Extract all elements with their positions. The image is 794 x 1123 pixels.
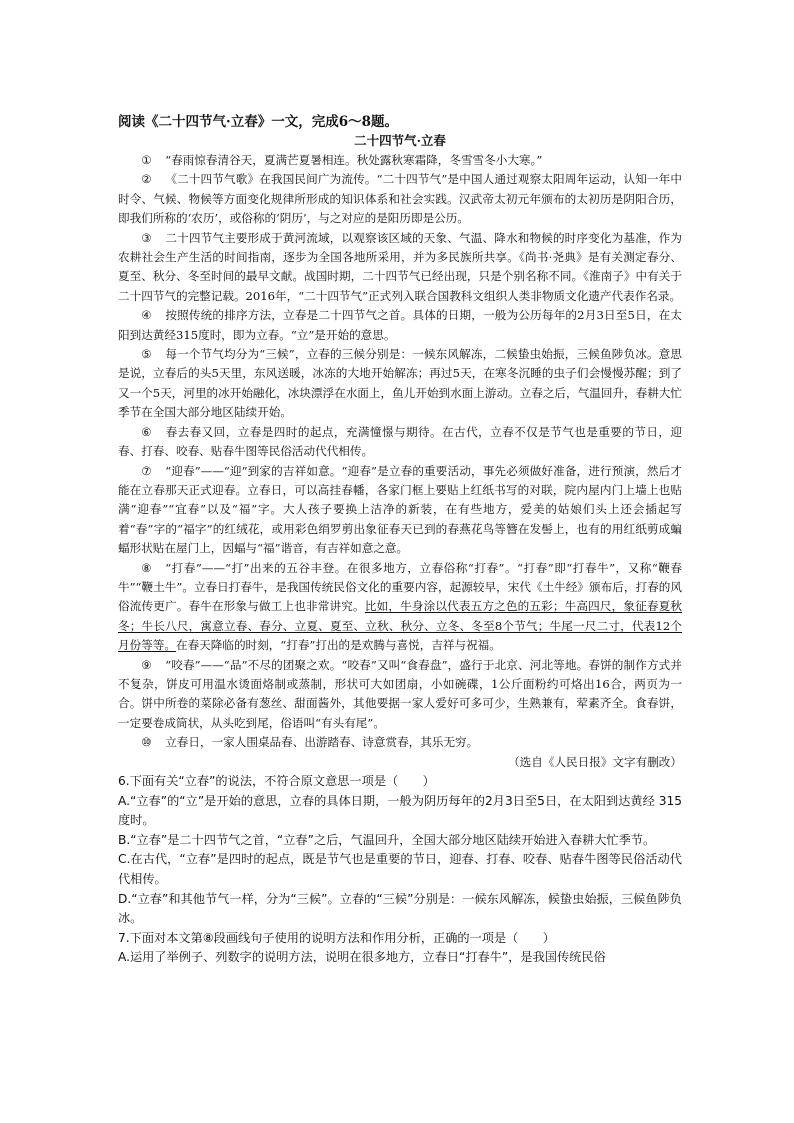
paragraph-3 bbox=[118, 229, 682, 307]
paragraph-number: ⑤ bbox=[141, 347, 152, 362]
option-a: A.“立春”的“立”是开始的意思，立春的具体日期，一般为阴历每年的2月3日至5日，在太阳到达黄经 315度时。 bbox=[118, 793, 682, 828]
option-b: B.“立春”是二十四节气之首，“立春”之后，气温回升，全国大部分地区陆续开始进入春耕大忙季节。 bbox=[118, 832, 656, 847]
question-6 bbox=[118, 772, 682, 929]
paragraph-text: 每一个节气均分为“三候”，立春的三候分别是：一候东风解冻，二候蛰虫始振，三候鱼陟负冰。意思是说，立春后的头5天里，东风送暖，冰冻的大地开始解冻；再过5天，在寒冬沉睡的虫子们会慢慢苏醒；到了又一个5天，河里的冰开始融化，冰块漂浮在水面上，鱼儿开始到水面上游动。立春之后，气温回升，春耕大忙季节在全国大部分地区陆续开始。 bbox=[118, 347, 682, 420]
question-stem: 6.下面有关“立春”的说法，不符合原文意思一项是（ ） bbox=[118, 774, 435, 788]
paragraph-number: ⑨ bbox=[141, 657, 152, 672]
paragraph-5 bbox=[118, 345, 682, 423]
paragraph-text: “迎春”——“迎”到家的吉祥如意。“迎春”是立春的重要活动，事先必须做好准备，进行预演，然后才能在立春那天正式迎春。立春日，可以高挂春幡，各家门框上要贴上红纸书写的对联，院内屋内门上墙上也贴满“迎春”“宜春”以及“福”字。大人孩子要换上洁净的新装，在有些地方，爱美的姑娘们头上还会插起写着“春”字的“福字”的红绒花，或用彩色绢罗剪出象征春天已到的春燕花鸟等簪在发髻上，也有的用红纸剪成蝙蝠形状贴在屋门上，因蝠与“福”谐音，有吉祥如意之意。 bbox=[118, 463, 682, 556]
paragraph-text-end: 在春天降临的时刻，“打春”打出的是欢腾与喜悦，吉祥与祝福。 bbox=[175, 638, 501, 653]
paragraph-number: ② bbox=[141, 172, 152, 187]
paragraph-9 bbox=[118, 656, 682, 734]
paragraph-4 bbox=[118, 306, 682, 345]
paragraph-text: “打春”——“打”出来的五谷丰登。在很多地方，立春俗称“打春”。“打春”即“打春牛”，又称“鞭春牛”“鞭土牛”。立春日打春牛，是我国传统民俗文化的重要内容，起源较早，宋代《土牛经》颁布后，打春的风俗流传更广。春牛在形象与做工上也非常讲究。 bbox=[118, 560, 682, 614]
paragraph-7 bbox=[118, 462, 682, 559]
paragraph-1 bbox=[118, 151, 682, 170]
paragraph-text: “春雨惊春清谷天，夏满芒夏暑相连。秋处露秋寒霜降，冬雪雪冬小大寒。” bbox=[165, 153, 543, 167]
question-7 bbox=[118, 929, 682, 968]
paragraph-text: 立春日，一家人围桌品春、出游踏春、诗意赏春，其乐无穷。 bbox=[165, 735, 479, 750]
paragraph-text: 按照传统的排序方法，立春是二十四节气之首。具体的日期，一般为公历每年的2月3日至5日，在太阳到达黄经315度时，即为立春。“立”是开始的意思。 bbox=[118, 308, 682, 342]
option-d: D.“立春”和其他节气一样，分为“三候”。立春的“三候”分别是：一候东风解冻，候蛰虫始振，三候鱼陟负冰。 bbox=[118, 891, 682, 926]
paragraph-2 bbox=[118, 170, 682, 228]
underlined-sentence: 比如，牛身涂以代表五方之色的五彩；牛高四尺，象征春夏秋冬；牛长八尺，寓意立春、春分、立夏、夏至、立秋、秋分、立冬、冬至8个节气；牛尾一尺二寸，代表12个月份等等。 bbox=[118, 599, 682, 653]
paragraph-6 bbox=[118, 423, 682, 462]
paragraph-text: 《二十四节气歌》在我国民间广为流传。“二十四节气”是中国人通过观察太阳周年运动，认知一年中时令、气候、物候等方面变化规律所形成的知识体系和社会实践。汉武帝太初元年颁布的太初历是阴阳合历，即我们所称的‘农历’，或俗称的‘阴历’，与之对应的是阳历即是公历。 bbox=[118, 172, 682, 226]
option-c: C.在古代，“立春”是四时的起点，既是节气也是重要的节日，迎春、打春、咬春、贴春牛图等民俗活动代代相传。 bbox=[118, 852, 682, 886]
paragraph-number: ① bbox=[141, 153, 152, 167]
paragraph-number: ⑧ bbox=[141, 560, 152, 575]
article-source: （选自《人民日报》文字有删改） bbox=[508, 754, 682, 769]
paragraph-number: ③ bbox=[141, 230, 152, 245]
question-stem: 7.下面对本文第⑧段画线句子使用的说明方法和作用分析，正确的一项是（ ） bbox=[118, 930, 555, 945]
exam-page bbox=[118, 112, 682, 968]
paragraph-text: “咬春”——“品”不尽的团聚之欢。“咬春”又叫“食春盘”，盛行于北京、河北等地。春饼的制作方式并不复杂，饼皮可用温水烫面烙制或蒸制，形状可大如团扇，小如碗碟，1公斤面粉约可烙出16合，两页为一合。饼中所卷的菜除必备有葱丝、甜面酱外，其他要据一家人爱好可多可少，生熟兼有，荤素齐全。食春饼，一定要卷成筒状，从头吃到尾，俗语叫“有头有尾”。 bbox=[118, 657, 682, 730]
paragraph-8 bbox=[118, 559, 682, 656]
reading-instruction: 阅读《二十四节气·立春》一文，完成6～8题。 bbox=[118, 114, 398, 130]
paragraph-10 bbox=[118, 733, 682, 752]
article-title: 二十四节气·立春 bbox=[354, 133, 446, 148]
paragraph-number: ⑥ bbox=[141, 424, 152, 439]
paragraph-text: 二十四节气主要形成于黄河流域，以观察该区域的天象、气温、降水和物候的时序变化为基准，作为农耕社会生产生活的时间指南，逐步为全国各地所采用，并为多民族所共享。《尚书·尧典》是有关测定春分、夏至、秋分、冬至时间的最早文献。战国时期，二十四节气已经出现，只是个别名称不同。《淮南子》中有关于二十四节气的完整记载。2016年，“二十四节气”正式列入联合国教科文组织人类非物质文化遗产代表作名录。 bbox=[118, 230, 682, 303]
article-body bbox=[118, 151, 682, 772]
paragraph-text: 春去春又回，立春是四时的起点，充满憧憬与期待。在古代，立春不仅是节气也是重要的节日，迎春、打春、咬春、贴春牛图等民俗活动代代相传。 bbox=[118, 424, 682, 459]
paragraph-number: ⑩ bbox=[141, 735, 152, 750]
option-a: A.运用了举例子、列数字的说明方法，说明在很多地方，立春日“打春牛”，是我国传统民俗 bbox=[118, 950, 606, 965]
paragraph-number: ⑦ bbox=[141, 463, 152, 478]
paragraph-number: ④ bbox=[141, 308, 152, 323]
